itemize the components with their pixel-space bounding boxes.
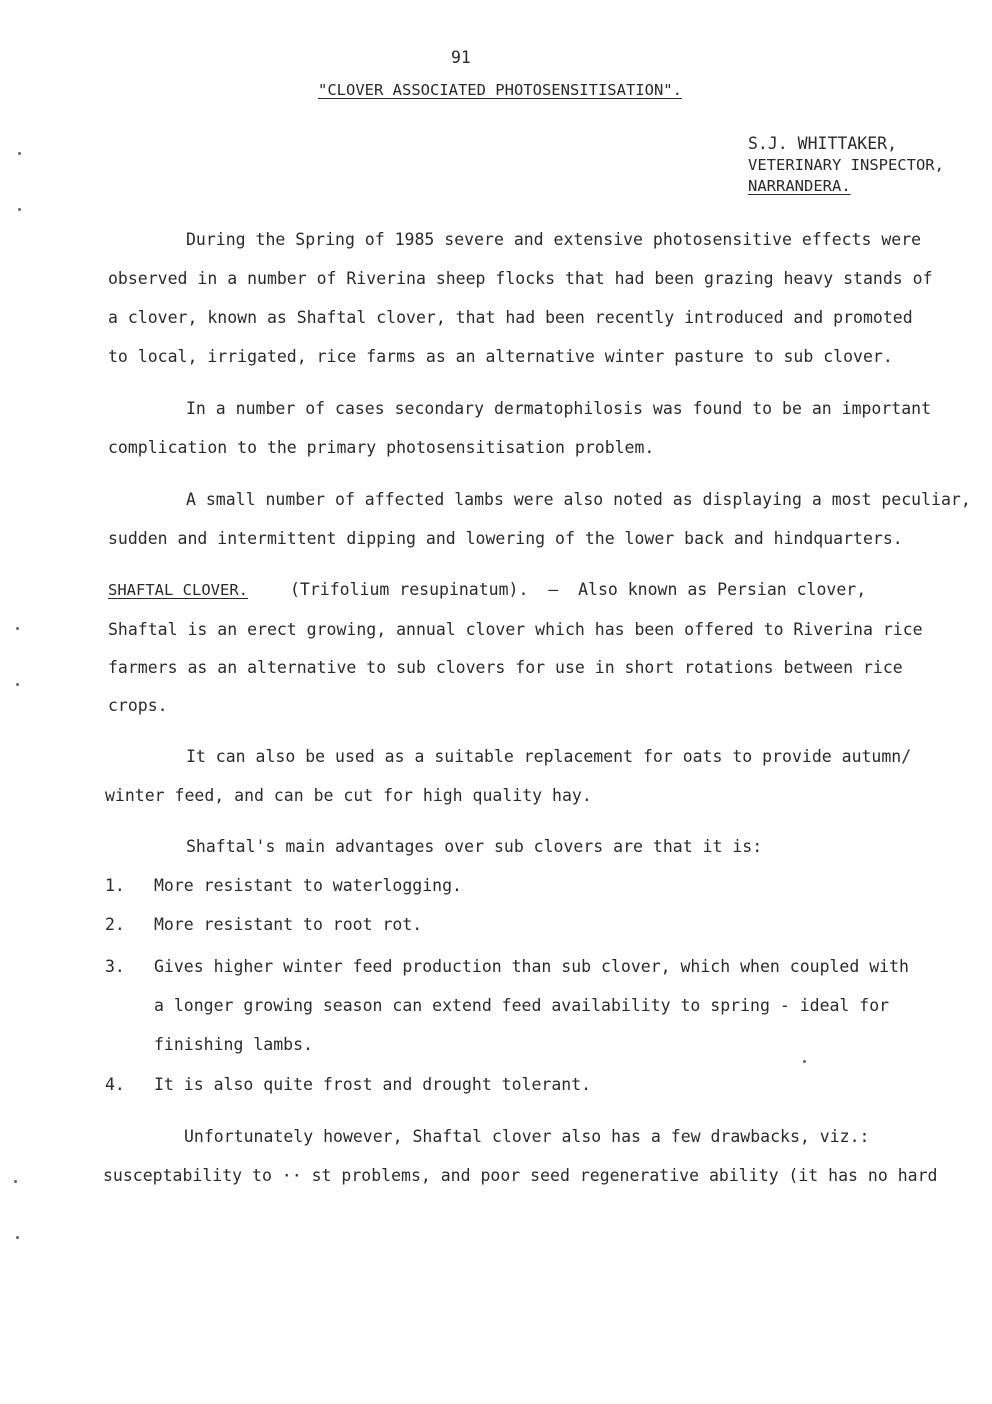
closing-line-1: Unfortunately however, Shaftal clover also has a few drawbacks, viz.: (184, 1127, 870, 1146)
advantages-intro: Shaftal's main advantages over sub clovers are that it is: (186, 837, 763, 856)
scan-speck (16, 627, 19, 630)
author-location: NARRANDERA. (748, 177, 851, 195)
list-item: More resistant to root rot. (154, 915, 423, 934)
paragraph-5-line-2: winter feed, and can be cut for high quality hay. (105, 786, 592, 805)
list-item: Gives higher winter feed production than sub clover, which when coupled with (154, 957, 909, 976)
list-item: More resistant to waterlogging. (154, 876, 462, 895)
list-item: It is also quite frost and drought tolerant. (154, 1075, 592, 1094)
document-title: "CLOVER ASSOCIATED PHOTOSENSITISATION". (318, 81, 682, 99)
paragraph-3-line-1: A small number of affected lambs were also noted as displaying a most peculiar, (186, 490, 971, 509)
scan-speck (18, 208, 21, 211)
paragraph-5-line-1: It can also be used as a suitable replacement for oats to provide autumn/ (186, 747, 912, 766)
closing-line-2: susceptability to ·· st problems, and poor seed regenerative ability (it has no hard (103, 1166, 938, 1185)
list-item-continuation: finishing lambs. (154, 1035, 313, 1054)
section-heading-shaftal-clover: SHAFTAL CLOVER. (108, 581, 248, 599)
scan-speck (16, 1236, 19, 1239)
scan-speck (14, 1180, 17, 1183)
paragraph-2-line-2: complication to the primary photosensitisation problem. (108, 438, 655, 457)
shaftal-line-3: farmers as an alternative to sub clovers for use in short rotations between rice (108, 658, 903, 677)
list-number: 2. (105, 915, 125, 934)
paragraph-1-line-2: observed in a number of Riverina sheep flocks that had been grazing heavy stands of (108, 269, 933, 288)
scan-speck (18, 152, 21, 155)
paragraph-2-line-1: In a number of cases secondary dermatophilosis was found to be an important (186, 399, 932, 418)
list-number: 3. (105, 957, 125, 976)
page-number: 91 (451, 48, 471, 67)
author-name: S.J. WHITTAKER, (748, 134, 898, 153)
scan-speck (803, 1060, 806, 1063)
list-item-continuation: a longer growing season can extend feed availability to spring - ideal for (154, 996, 890, 1015)
list-number: 1. (105, 876, 125, 895)
paragraph-1-line-4: to local, irrigated, rice farms as an alternative winter pasture to sub clover. (108, 347, 893, 366)
shaftal-line-4: crops. (108, 696, 168, 715)
shaftal-line-2: Shaftal is an erect growing, annual clover which has been offered to Riverina rice (108, 620, 923, 639)
paragraph-3-line-2: sudden and intermittent dipping and lowering of the lower back and hindquarters. (108, 529, 903, 548)
scan-speck (16, 683, 19, 686)
paragraph-1-line-1: During the Spring of 1985 severe and extensive photosensitive effects were (186, 230, 922, 249)
list-number: 4. (105, 1075, 125, 1094)
author-role: VETERINARY INSPECTOR, (748, 156, 944, 174)
paragraph-1-line-3: a clover, known as Shaftal clover, that had been recently introduced and promoted (108, 308, 913, 327)
shaftal-line-1-rest: (Trifolium resupinatum). – Also known as Persian clover, (290, 580, 867, 599)
